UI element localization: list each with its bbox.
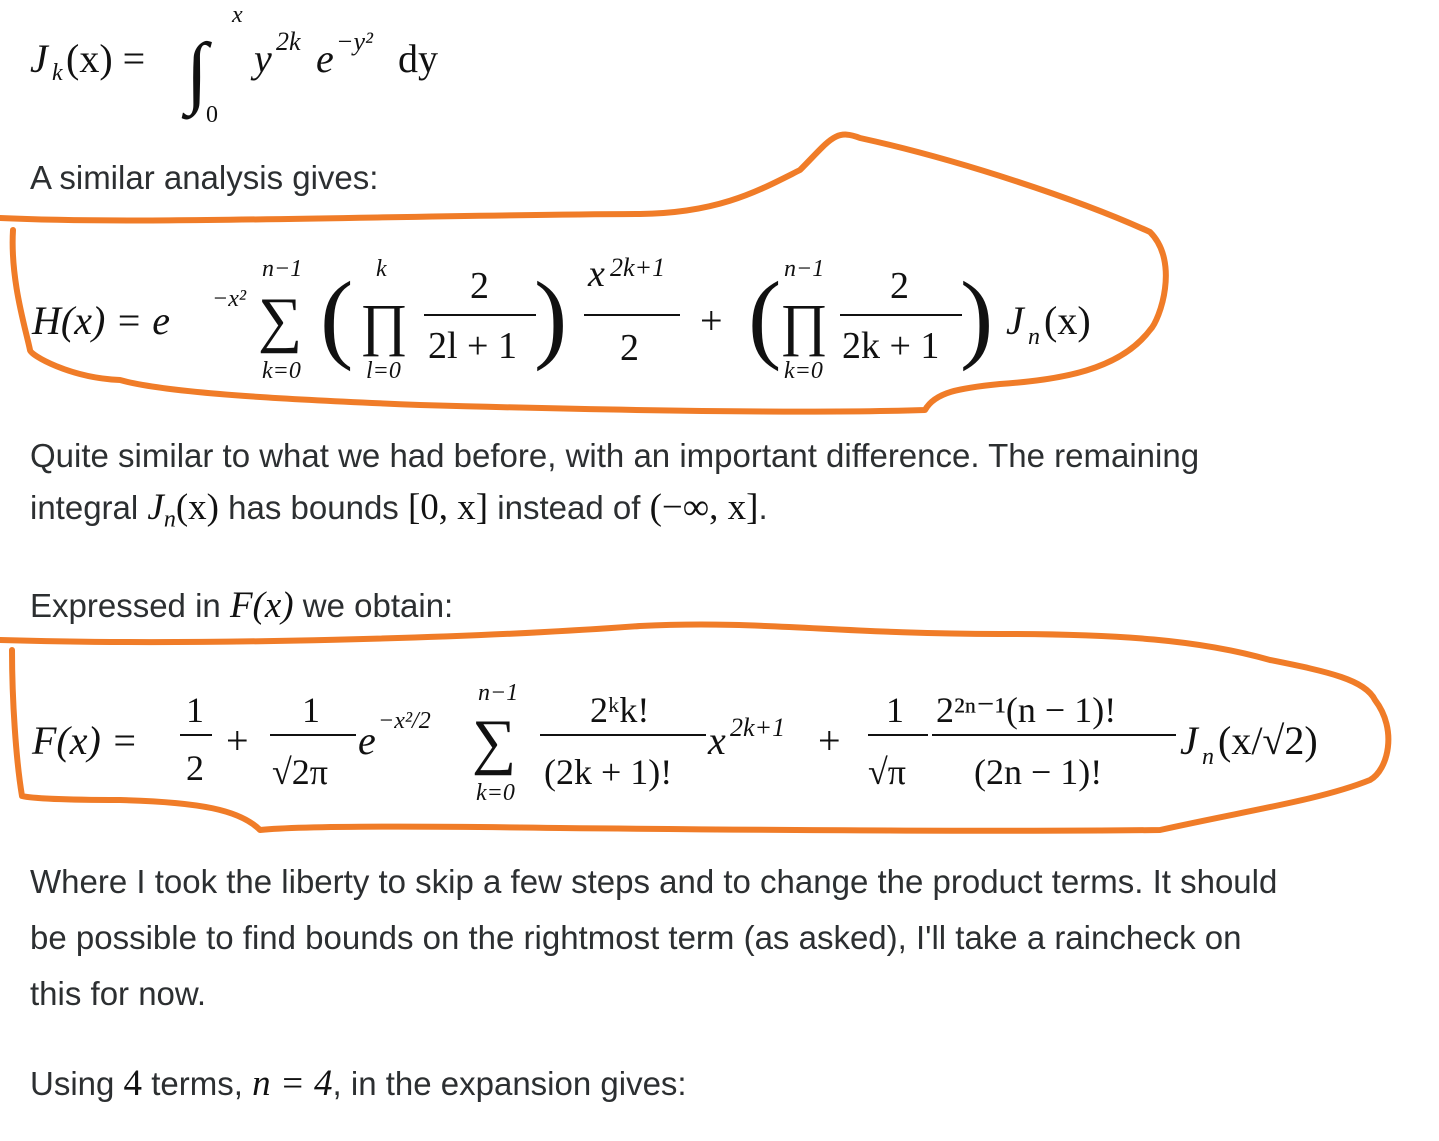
eqh-prod1-lower: l=0 bbox=[366, 358, 401, 384]
eqf-f3-num: 2²ⁿ⁻¹(n − 1)! bbox=[936, 690, 1117, 730]
eqh-prod2-upper: n−1 bbox=[784, 256, 825, 282]
para4-line1: Where I took the liberty to skip a few steps and to change the product terms. It should bbox=[30, 863, 1278, 900]
left-paren: ( bbox=[320, 261, 354, 372]
eqf-lhs: F(x) = bbox=[32, 718, 138, 763]
eqh-frac2-num: x bbox=[588, 253, 605, 295]
eqf-exp: −x²/2 bbox=[378, 708, 431, 734]
eq1-upper: x bbox=[232, 2, 243, 28]
para2-n: n bbox=[163, 506, 176, 533]
eqf-e: e bbox=[358, 718, 376, 763]
prod-sign-2: ∏ bbox=[780, 292, 828, 357]
para5-text-b: terms, bbox=[142, 1065, 253, 1102]
eqf-f2-den: √π bbox=[868, 752, 906, 792]
text-similar-analysis: A similar analysis gives: bbox=[30, 159, 379, 196]
para3-F: F(x) bbox=[229, 585, 294, 626]
left-paren-2: ( bbox=[748, 261, 782, 372]
paragraph-using-terms bbox=[30, 1058, 687, 1110]
eqh-prod2-lower: k=0 bbox=[784, 358, 823, 384]
eq1-lhs-rest: (x) = bbox=[66, 36, 146, 81]
eqf-tail-sub: n bbox=[1202, 744, 1214, 770]
eqh-sum-upper: n−1 bbox=[262, 256, 303, 282]
eqf-f3-den: (2n − 1)! bbox=[974, 752, 1103, 792]
eqh-frac1-den: 2l + 1 bbox=[428, 325, 517, 367]
eqh-tail-arg: (x) bbox=[1044, 298, 1091, 343]
eqh-prod1-upper: k bbox=[376, 256, 387, 282]
eqh-exp: −x² bbox=[212, 286, 247, 312]
para3-text-a: Expressed in bbox=[30, 587, 230, 624]
eqh-frac3-num: 2 bbox=[890, 265, 909, 307]
eqf-x: x bbox=[708, 718, 726, 763]
eqh-frac1-num: 2 bbox=[470, 265, 489, 307]
eq1-j: J bbox=[30, 36, 48, 81]
eqf-x-pow: 2k+1 bbox=[730, 713, 786, 742]
right-paren: ) bbox=[534, 261, 568, 372]
paragraph-liberty bbox=[30, 854, 1430, 1022]
eq1-ypow: 2k bbox=[276, 27, 301, 56]
eqh-frac2-pow: 2k+1 bbox=[610, 253, 666, 282]
eqh-sum-lower: k=0 bbox=[262, 358, 301, 384]
eqf-f1-num: 2ᵏk! bbox=[590, 690, 650, 730]
eq1-e: e bbox=[316, 36, 334, 81]
prod-sign: ∏ bbox=[360, 292, 408, 357]
para5-text-c: , in the expansion gives: bbox=[332, 1065, 687, 1102]
eqf-half-den: 2 bbox=[186, 748, 204, 788]
para2-text-a: integral bbox=[30, 489, 148, 526]
eqf-sum-upper: n−1 bbox=[478, 680, 519, 706]
para2-x: (x) bbox=[175, 487, 219, 528]
para3-text-b: we obtain: bbox=[293, 587, 454, 624]
para2-bounds1: [0, x] bbox=[407, 487, 489, 528]
eqf-inv-num: 1 bbox=[302, 690, 320, 730]
eq1-dy: dy bbox=[398, 36, 438, 81]
eqh-frac3-den: 2k + 1 bbox=[842, 325, 940, 367]
eqf-plus2: + bbox=[818, 718, 841, 763]
eqf-tail: J bbox=[1180, 718, 1198, 763]
integral-sign: ∫ bbox=[186, 28, 208, 116]
eqf-f1-den: (2k + 1)! bbox=[544, 752, 673, 792]
eq1-epow: −y² bbox=[336, 27, 373, 56]
eqf-half-num: 1 bbox=[186, 690, 204, 730]
eqf-sum-sign: ∑ bbox=[472, 708, 517, 776]
para4-line3: this for now. bbox=[30, 975, 207, 1012]
eqh-lhs: H(x) = e bbox=[32, 298, 171, 343]
para2-text-c: instead of bbox=[488, 489, 650, 526]
para2-text-b: has bounds bbox=[219, 489, 408, 526]
eq1-y: y bbox=[254, 36, 272, 81]
para4-line2: be possible to find bounds on the rightmost term (as asked), I'll take a raincheck on bbox=[30, 919, 1242, 956]
eqf-sum-lower: k=0 bbox=[476, 780, 515, 806]
eqf-inv-den: √2π bbox=[272, 752, 328, 792]
para2-bounds2: (−∞, x] bbox=[649, 487, 759, 528]
para5-eq: n = 4 bbox=[252, 1063, 333, 1104]
sum-sign: ∑ bbox=[258, 286, 303, 354]
eqh-frac2-den: 2 bbox=[620, 327, 639, 369]
para5-text-a: Using bbox=[30, 1065, 124, 1102]
eq1-sub-k: k bbox=[52, 60, 63, 86]
para2-line1: Quite similar to what we had before, with an important difference. The remaining bbox=[30, 437, 1200, 474]
eqf-tail-arg: (x/√2) bbox=[1218, 718, 1318, 763]
eqh-tail-sub: n bbox=[1028, 324, 1040, 350]
eqh-tail: J bbox=[1006, 298, 1024, 343]
eqf-plus1: + bbox=[226, 718, 249, 763]
para2-text-d: . bbox=[758, 489, 768, 526]
para5-four: 4 bbox=[123, 1063, 143, 1104]
eqh-plus: + bbox=[700, 298, 723, 343]
right-paren-2: ) bbox=[960, 261, 994, 372]
para2-J: J bbox=[147, 487, 164, 528]
eqf-f2-num: 1 bbox=[886, 690, 904, 730]
eq1-lower: 0 bbox=[206, 102, 218, 128]
